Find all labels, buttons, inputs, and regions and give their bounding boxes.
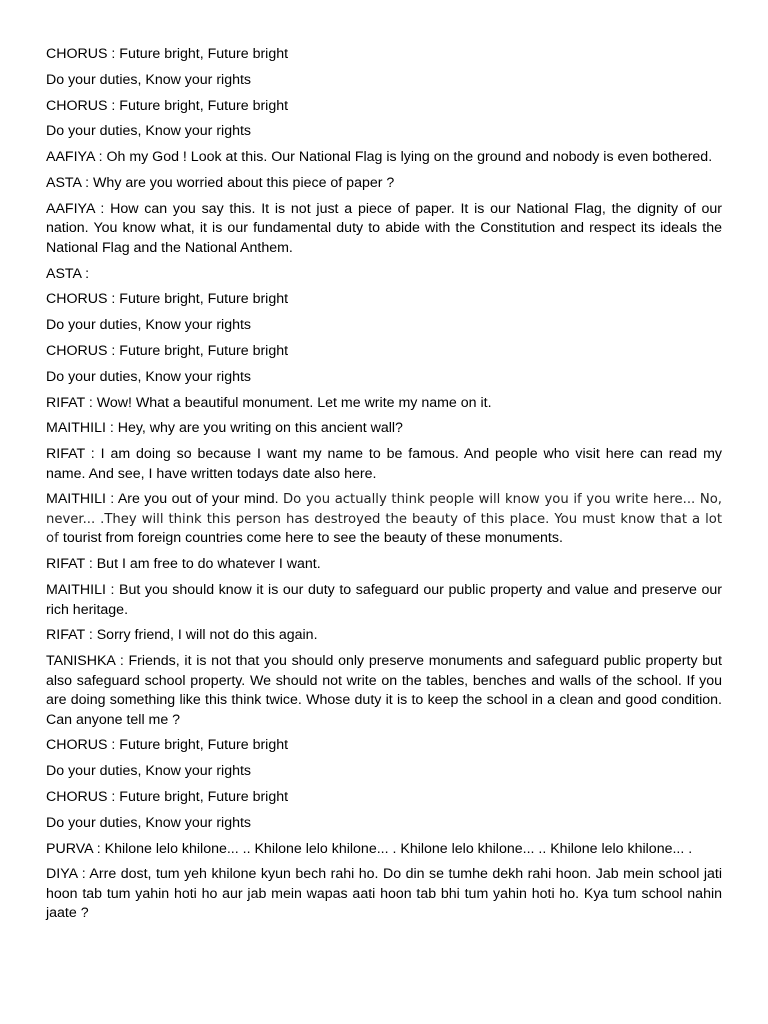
paragraph: DIYA : Arre dost, tum yeh khilone kyun bech rahi ho. Do din se tumhe dekh rahi hoon. Jab mein school jati hoon tab tum yahin hoti ho aur jab mein wapas aati hoon tab bhi tum yahin hoti ho. Kya tum school nahin jaate ? bbox=[46, 866, 722, 922]
paragraph: ASTA : Why are you worried about this piece of paper ? bbox=[46, 174, 395, 191]
paragraph bbox=[46, 490, 722, 549]
paragraph: Do your duties, Know your rights bbox=[46, 814, 252, 831]
paragraph: Do your duties, Know your rights bbox=[46, 123, 252, 140]
paragraph: AAFIYA : Oh my God ! Look at this. Our National Flag is lying on the ground and nobody is even bothered. bbox=[46, 149, 713, 166]
paragraph: RIFAT : I am doing so because I want my name to be famous. And people who visit here can read my name. And see, I have written todays date also here. bbox=[46, 446, 722, 482]
paragraph: Do your duties, Know your rights bbox=[46, 71, 252, 88]
paragraph: ASTA : bbox=[46, 265, 90, 282]
paragraph: RIFAT : Wow! What a beautiful monument. Let me write my name on it. bbox=[46, 394, 492, 411]
paragraph: Do your duties, Know your rights bbox=[46, 763, 252, 780]
document-page bbox=[46, 45, 722, 930]
paragraph: Do your duties, Know your rights bbox=[46, 317, 252, 334]
paragraph-alt-font-text: Do you actually think people will know you if you write here... No, never... .They will think this person has destroyed the beauty of this place. You must know that a lot of bbox=[46, 492, 722, 547]
paragraph: PURVA : Khilone lelo khilone... .. Khilone lelo khilone... . Khilone lelo khilone... .. Khilone lelo khilone... . bbox=[46, 840, 693, 857]
paragraph-text-after: tourist from foreign countries come here to see the beauty of these monuments. bbox=[62, 530, 563, 547]
paragraph: MAITHILI : Hey, why are you writing on this ancient wall? bbox=[46, 420, 403, 437]
paragraph: AAFIYA : How can you say this. It is not just a piece of paper. It is our National Flag, the dignity of our nation. You know what, it is our fundamental duty to abide with the Constitution and respect its ideals the National Flag and the National Anthem. bbox=[46, 200, 722, 256]
paragraph: Do your duties, Know your rights bbox=[46, 368, 252, 385]
paragraph: CHORUS : Future bright, Future bright bbox=[46, 737, 289, 754]
paragraph: CHORUS : Future bright, Future bright bbox=[46, 342, 289, 359]
paragraph: CHORUS : Future bright, Future bright bbox=[46, 291, 289, 308]
paragraph-text: MAITHILI : Are you out of your mind. bbox=[46, 491, 283, 508]
paragraph: RIFAT : Sorry friend, I will not do this again. bbox=[46, 627, 318, 644]
paragraph: MAITHILI : But you should know it is our duty to safeguard our public property and value and preserve our rich heritage. bbox=[46, 582, 722, 618]
paragraph: RIFAT : But I am free to do whatever I want. bbox=[46, 556, 321, 573]
paragraph: TANISHKA : Friends, it is not that you should only preserve monuments and safeguard public property but also safeguard school property. We should not write on the tables, benches and walls of the school. If you are doing something like this think twice. Whose duty it is to keep the school in a clean and good condition. Can anyone tell me ? bbox=[46, 653, 722, 728]
paragraph: CHORUS : Future bright, Future bright bbox=[46, 46, 289, 62]
paragraph: CHORUS : Future bright, Future bright bbox=[46, 789, 289, 806]
paragraph: CHORUS : Future bright, Future bright bbox=[46, 97, 289, 114]
